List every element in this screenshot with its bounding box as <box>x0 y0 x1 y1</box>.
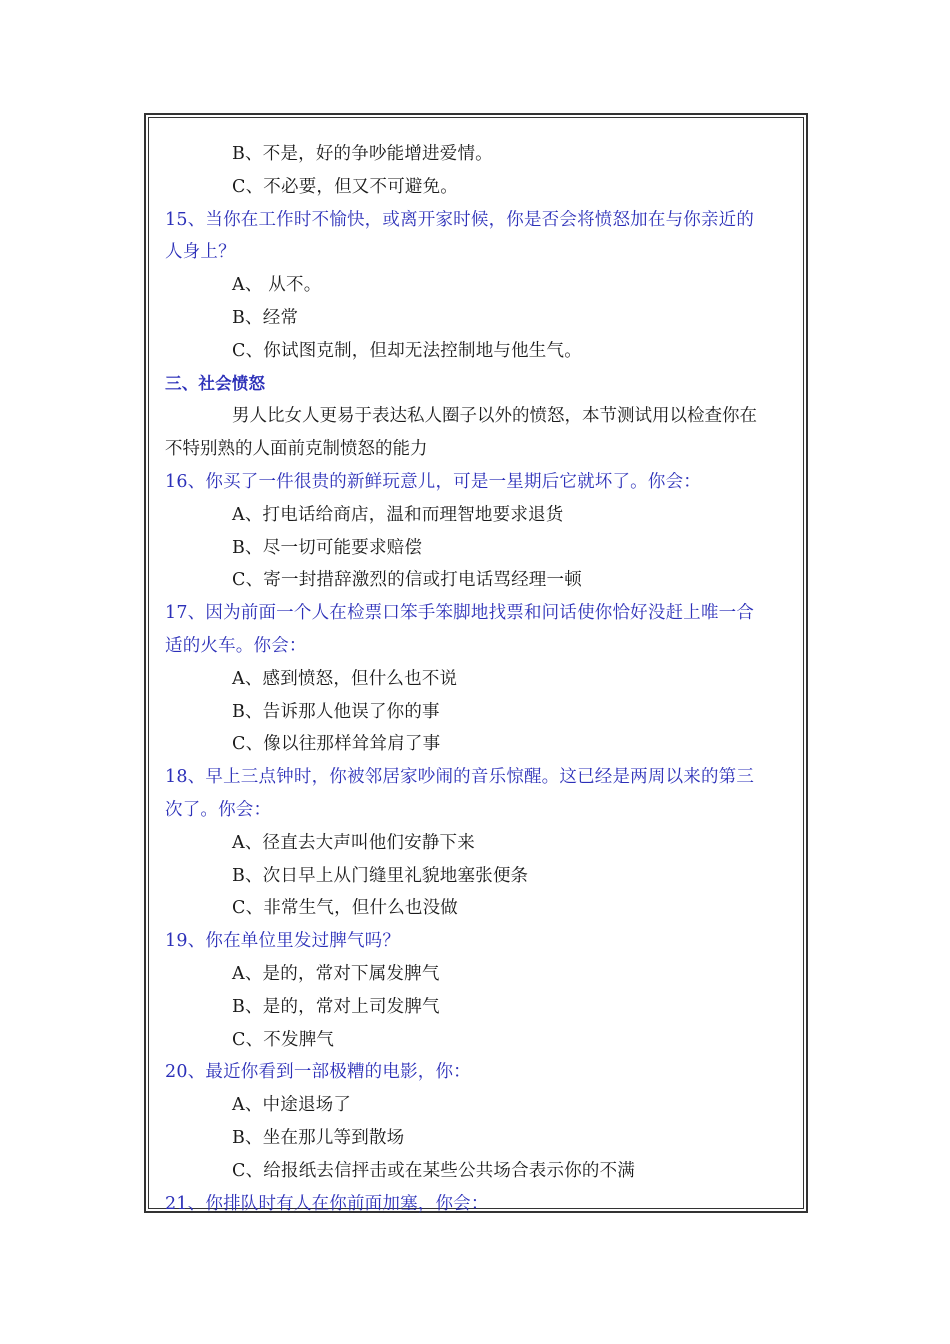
section-intro-line-2: 不特别熟的人面前克制愤怒的能力 <box>165 439 428 460</box>
option-b: B、不是，好的争吵能增进爱情。 <box>232 144 493 164</box>
question-17-option-b: B、告诉那人他误了你的事 <box>232 701 440 722</box>
question-19-option-a: A、是的，常对下属发脾气 <box>232 963 440 984</box>
question-19-option-c: C、不发脾气 <box>232 1029 335 1050</box>
question-18-line-1: 18、早上三点钟时，你被邻居家吵闹的音乐惊醒。这已经是两周以来的第三 <box>165 767 755 788</box>
question-19: 19、你在单位里发过脾气吗？ <box>165 931 401 952</box>
question-18-line-2: 次了。你会： <box>165 799 272 820</box>
section-intro <box>165 400 790 466</box>
question-15-line-2: 人身上？ <box>165 242 236 263</box>
question-15-option-c: C、你试图克制，但却无法控制地与他生气。 <box>232 340 582 361</box>
section-intro-line-1: 男人比女人更易于表达私人圈子以外的愤怒，本节测试用以检查你在 <box>232 406 757 427</box>
question-16: 16、你买了一件很贵的新鲜玩意儿，可是一星期后它就坏了。你会： <box>165 471 701 492</box>
question-16-option-b: B、尽一切可能要求赔偿 <box>232 537 423 558</box>
question-18-option-a: A、径直去大声叫他们安静下来 <box>232 832 475 853</box>
question-20-option-b: B、坐在那儿等到散场 <box>232 1127 405 1148</box>
question-17-option-c: C、像以往那样耸耸肩了事 <box>232 734 441 755</box>
question-19-option-b: B、是的，常对上司发脾气 <box>232 996 440 1017</box>
question-20-option-c: C、给报纸去信抨击或在某些公共场合表示你的不满 <box>232 1160 635 1181</box>
question-15-line-1: 15、当你在工作时不愉快，或离开家时候，你是否会将愤怒加在与你亲近的 <box>165 209 755 230</box>
document-frame <box>144 113 808 1213</box>
question-16-option-a: A、打电话给商店，温和而理智地要求退货 <box>232 504 564 525</box>
question-18-option-c: C、非常生气，但什么也没做 <box>232 898 458 919</box>
question-15-option-a: A、 从不。 <box>232 275 322 296</box>
question-16-option-c: C、寄一封措辞激烈的信或打电话骂经理一顿 <box>232 570 582 591</box>
question-17-option-a: A、感到愤怒，但什么也不说 <box>232 668 458 689</box>
question-20-option-a: A、中途退场了 <box>232 1095 352 1116</box>
question-21: 21、你排队时有人在你前面加塞，你会： <box>165 1193 489 1214</box>
question-18-option-b: B、次日早上从门缝里礼貌地塞张便条 <box>232 865 529 886</box>
section-heading: 三、社会愤怒 <box>165 373 266 393</box>
question-17-line-2: 适的火车。你会： <box>165 635 307 656</box>
question-20: 20、最近你看到一部极糟的电影，你： <box>165 1062 471 1083</box>
question-15-option-b: B、经常 <box>232 307 299 328</box>
option-c: C、不必要，但又不可避免。 <box>232 176 458 197</box>
questionnaire-content <box>165 138 790 1220</box>
question-17-line-1: 17、因为前面一个人在检票口笨手笨脚地找票和问话使你恰好没赶上唯一合 <box>165 603 755 624</box>
